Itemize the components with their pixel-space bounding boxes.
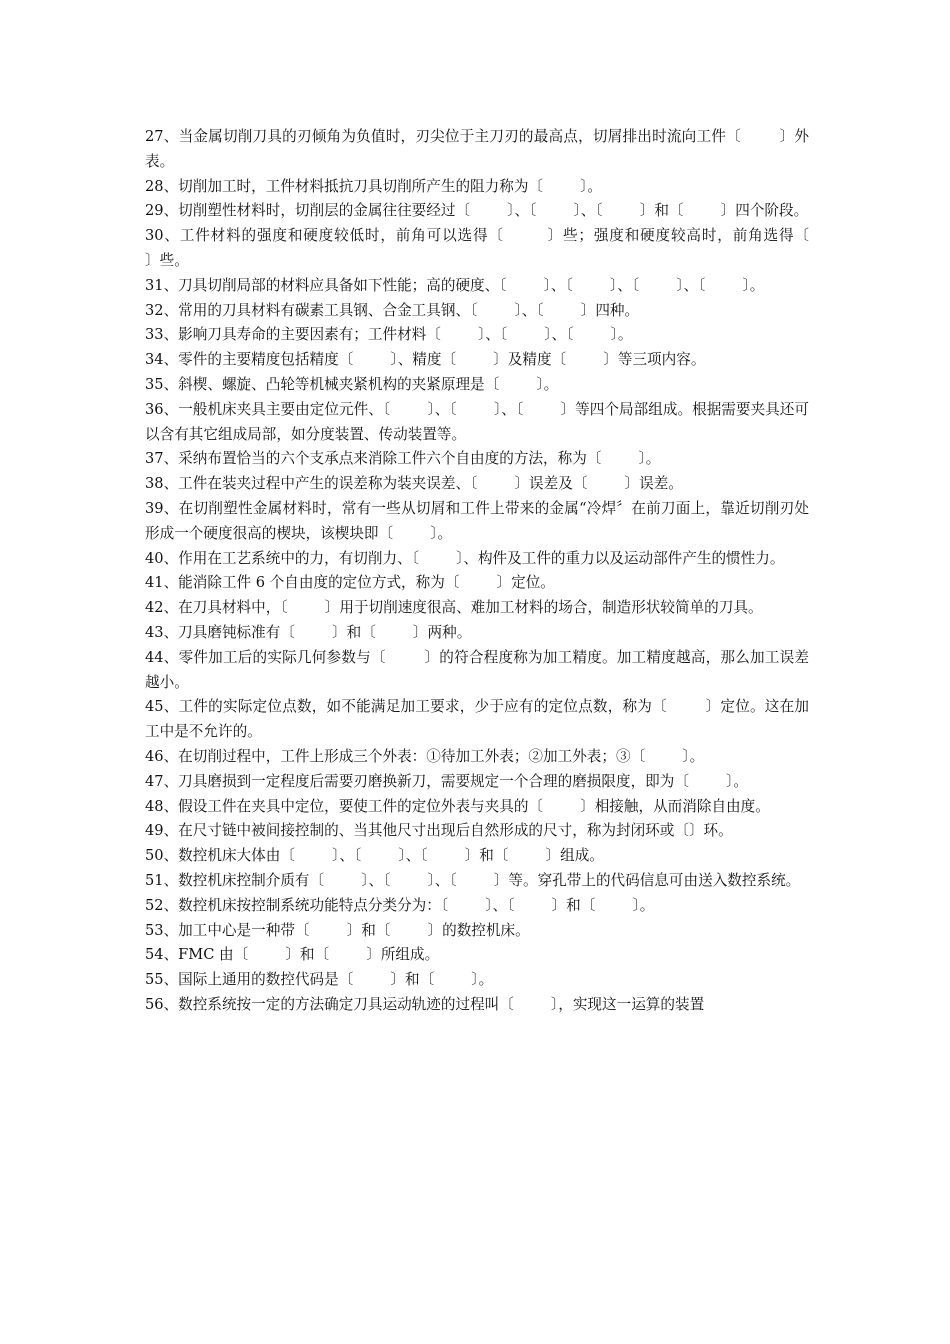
question-50: 50、数控机床大体由〔 〕、〔 〕、〔 〕和〔 〕组成。	[145, 847, 604, 865]
question-list	[145, 125, 847, 1018]
question-47: 47、刀具磨损到一定程度后需要刃磨换新刀，需要规定一个合理的磨损限度，即为〔 〕。	[145, 772, 748, 790]
question-43: 43、刀具磨钝标准有〔 〕和〔 〕两种。	[145, 623, 472, 641]
question-48: 48、假设工件在夹具中定位，要使工件的定位外表与夹具的〔 〕相接触，从而消除自由度。	[145, 797, 770, 815]
question-28: 28、切削加工时，工件材料抵抗刀具切削所产生的阻力称为〔 〕。	[145, 177, 603, 195]
question-37: 37、采纳布置恰当的六个支承点来消除工件六个自由度的方法，称为〔 〕。	[145, 450, 661, 468]
question-42: 42、在刀具材料中，〔 〕用于切削速度很高、难加工材料的场合，制造形状较简单的刀具。	[145, 599, 763, 617]
question-32: 32、常用的刀具材料有碳素工具钢、合金工具钢、〔 〕、〔 〕四种。	[145, 301, 640, 319]
question-45: 45、工件的实际定位点数，如不能满足加工要求，少于应有的定位点数，称为〔 〕定位。这在加工中是不允许的。	[145, 698, 809, 741]
question-38: 38、工件在装夹过程中产生的误差称为装夹误差、〔 〕误差及〔 〕误差。	[145, 475, 683, 493]
question-27: 27、当金属切削刀具的刃倾角为负值时，刃尖位于主刀刃的最高点，切屑排出时流向工件〔 〕外表。	[145, 128, 809, 170]
question-36: 36、一般机床夹具主要由定位元件、〔 〕、〔 〕、〔 〕等四个局部组成。根据需要夹具还可以含有其它组成局部，如分度装置、传动装置等。	[145, 400, 809, 443]
question-55: 55、国际上通用的数控代码是〔 〕和〔 〕。	[145, 971, 494, 989]
question-33: 33、影响刀具寿命的主要因素有；工件材料〔 〕、〔 〕、〔 〕。	[145, 326, 633, 344]
question-56: 56、数控系统按一定的方法确定刀具运动轨迹的过程叫〔 〕，实现这一运算的装置	[145, 995, 705, 1013]
question-54: 54、FMC 由〔 〕和〔 〕所组成。	[145, 946, 440, 964]
question-29: 29、切削塑性材料时，切削层的金属往往要经过〔 〕、〔 〕、〔 〕和〔 〕四个阶段。	[145, 202, 809, 220]
question-44: 44、零件加工后的实际几何参数与〔 〕的符合程度称为加工精度。加工精度越高，那么加工误差越小。	[145, 648, 809, 691]
question-41: 41、能消除工件 6 个自由度的定位方式，称为〔 〕定位。	[145, 574, 555, 592]
question-31: 31、刀具切削局部的材料应具备如下性能；高的硬度、〔 〕、〔 〕、〔 〕、〔 〕。	[145, 276, 765, 294]
question-30: 30、工件材料的强度和硬度较低时，前角可以选得〔 〕些；强度和硬度较高时，前角选得〔 〕些。	[145, 227, 847, 269]
question-52: 52、数控机床按控制系统功能特点分类分为：〔 〕、〔 〕和〔 〕。	[145, 896, 655, 914]
question-35: 35、斜楔、螺旋、凸轮等机械夹紧机构的夹紧原理是〔 〕。	[145, 375, 559, 393]
question-51: 51、数控机床控制介质有〔 〕、〔 〕、〔 〕等。穿孔带上的代码信息可由送入数控系统。	[145, 871, 801, 889]
question-39: 39、在切削塑性金属材料时，常有一些从切屑和工件上带来的金属“冷焊〞在前刀面上，靠近切削刃处形成一个硬度很高的楔块，该楔块即〔 〕。	[145, 499, 809, 542]
question-40: 40、作用在工艺系统中的力，有切削力、〔 〕、构件及工件的重力以及运动部件产生的惯性力。	[145, 549, 785, 567]
question-49: 49、在尺寸链中被间接控制的、当其他尺寸出现后自然形成的尺寸，称为封闭环或〔〕环。	[145, 822, 733, 840]
question-53: 53、加工中心是一种带〔 〕和〔 〕的数控机床。	[145, 921, 530, 939]
question-34: 34、零件的主要精度包括精度〔 〕、精度〔 〕及精度〔 〕等三项内容。	[145, 351, 706, 369]
question-46: 46、在切削过程中，工件上形成三个外表：①待加工外表；②加工外表；③〔 〕。	[145, 747, 705, 765]
